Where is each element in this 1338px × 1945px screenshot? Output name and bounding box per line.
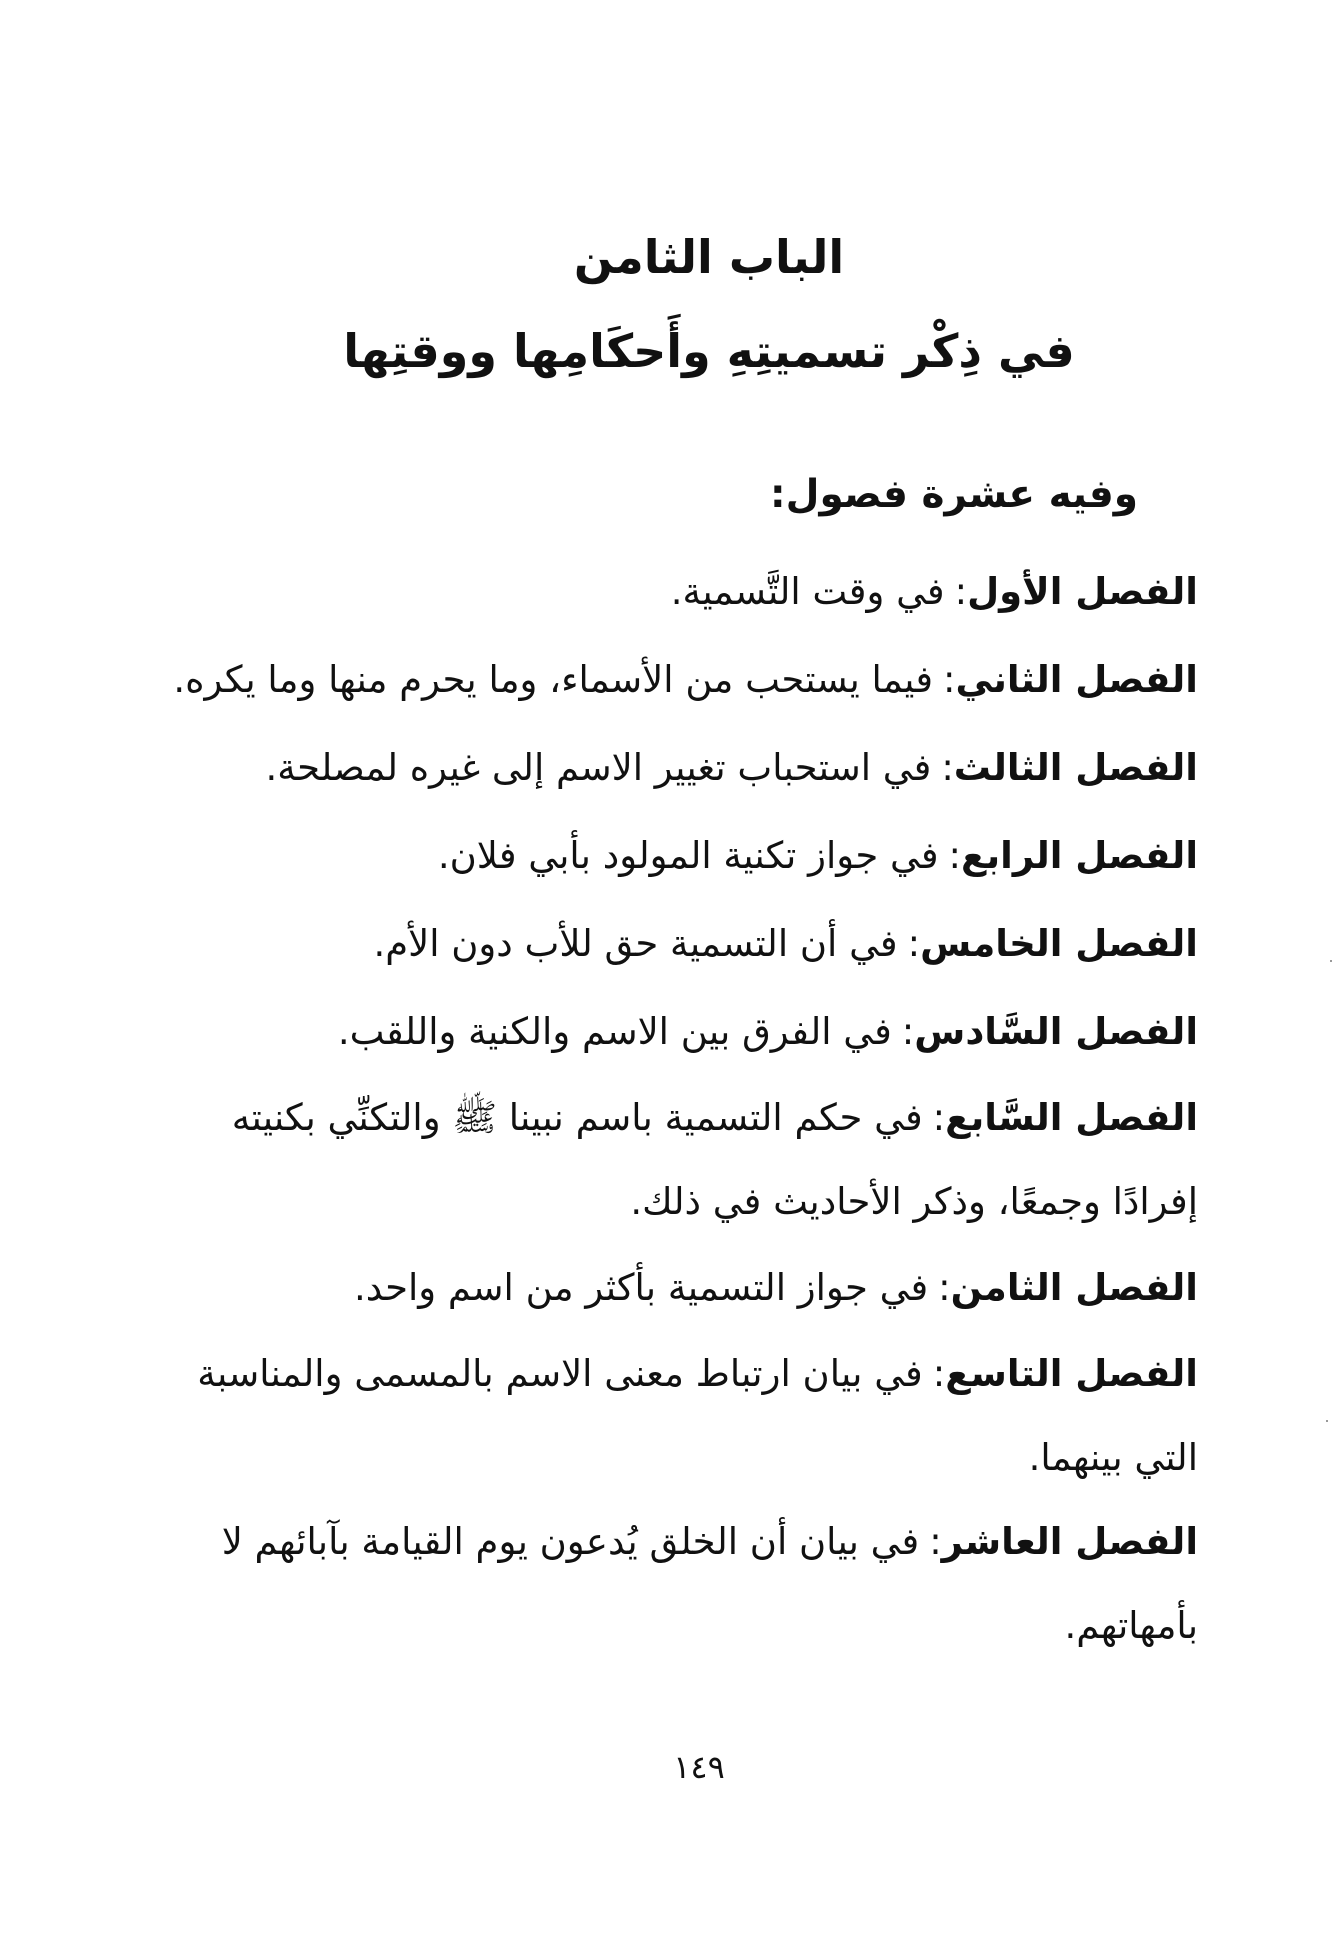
section-item (158, 636, 1198, 724)
section-separator: : (948, 834, 961, 877)
section-text: في استحباب تغيير الاسم إلى غيره لمصلحة. (265, 746, 932, 789)
section-label: الفصل الثالث (953, 746, 1198, 789)
section-text: في بيان ارتباط معنى الاسم بالمسمى والمناسبة التي بينهما. (197, 1352, 1198, 1479)
section-label: الفصل السَّادس (914, 1010, 1198, 1053)
section-separator: : (932, 1096, 946, 1139)
chapter-title: الباب الثامن (573, 230, 845, 284)
section-label: الفصل السَّابع (945, 1096, 1198, 1139)
section-separator: : (907, 922, 921, 965)
section-text: في بيان أن الخلق يُدعون يوم القيامة بآبائهم لا بأمهاتهم. (221, 1520, 1198, 1647)
section-label: الفصل التاسع (945, 1352, 1198, 1395)
section-separator: : (938, 1266, 951, 1309)
section-item (158, 988, 1198, 1076)
section-item (158, 1244, 1198, 1332)
page-number: ١٤٩ (673, 1748, 725, 1786)
section-item (158, 724, 1198, 812)
section-separator: : (929, 1520, 942, 1563)
section-text: في وقت التَّسمية. (670, 570, 945, 613)
section-separator: : (941, 746, 954, 789)
section-item (158, 548, 1198, 636)
section-separator: : (943, 658, 956, 701)
sections-list (158, 548, 1198, 1668)
sections-intro: وفيه عشرة فصول: (770, 472, 1138, 517)
section-item (158, 1500, 1198, 1668)
section-separator: : (901, 1010, 915, 1053)
section-label: الفصل الثاني (955, 658, 1198, 701)
section-item (158, 1076, 1198, 1244)
section-text: في جواز التسمية بأكثر من اسم واحد. (353, 1266, 929, 1309)
section-text: فيما يستحب من الأسماء، وما يحرم منها وما يكره. (173, 658, 934, 701)
section-label: الفصل الأول (967, 570, 1198, 613)
section-separator: : (932, 1352, 946, 1395)
section-label: الفصل الخامس (920, 922, 1198, 965)
section-item (158, 1332, 1198, 1500)
section-text: في الفرق بين الاسم والكنية واللقب. (337, 1010, 892, 1053)
section-separator: : (954, 570, 968, 613)
section-text: في أن التسمية حق للأب دون الأم. (373, 922, 898, 965)
section-item (158, 900, 1198, 988)
section-item (158, 812, 1198, 900)
section-label: الفصل الثامن (950, 1266, 1198, 1309)
section-label: الفصل العاشر (941, 1520, 1198, 1563)
scan-speck (1326, 1420, 1328, 1422)
scan-speck (1330, 960, 1332, 962)
chapter-subtitle: في ذِكْر تسميتِهِ وأَحكَامِها ووقتِها (343, 324, 1075, 378)
section-text: في حكم التسمية باسم نبينا ﷺ والتكنِّي بكنيته إفرادًا وجمعًا، وذكر الأحاديث في ذلك. (231, 1096, 1198, 1223)
section-label: الفصل الرابع (960, 834, 1198, 877)
section-text: في جواز تكنية المولود بأبي فلان. (437, 834, 939, 877)
